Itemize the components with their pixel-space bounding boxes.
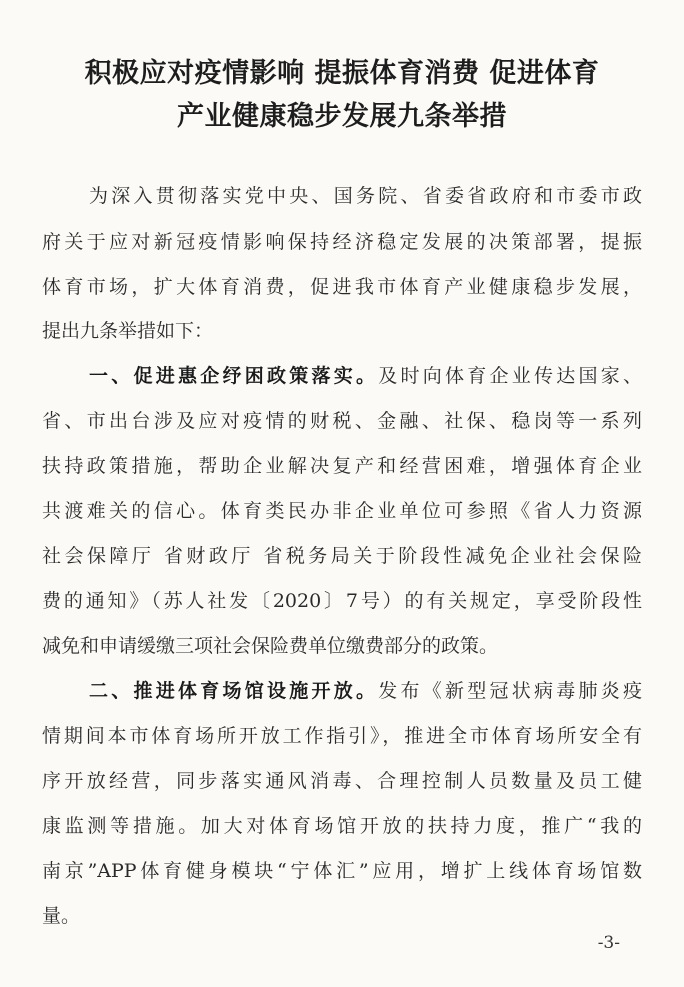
measure-2-line: 量。 bbox=[42, 905, 81, 927]
measure-1-line: 社会保障厅 省财政厅 省税务局关于阶段性减免企业社会保险 bbox=[42, 545, 642, 567]
intro-line: 府关于应对新冠疫情影响保持经济稳定发展的决策部署，提振 bbox=[42, 231, 642, 253]
measure-1-line: 省、市出台涉及应对疫情的财税、金融、社保、稳岗等一系列 bbox=[42, 410, 642, 432]
measure-2-line: 序开放经营，同步落实通风消毒、合理控制人员数量及员工健 bbox=[42, 770, 642, 792]
intro-line: 为深入贯彻落实党中央、国务院、省委省政府和市委市政 bbox=[89, 185, 642, 207]
measure-1-first-line bbox=[89, 361, 642, 388]
page-number: -3- bbox=[597, 933, 620, 953]
measure-1-line: 扶持政策措施，帮助企业解决复产和经营困难，增强体育企业 bbox=[42, 455, 642, 477]
measure-2-line: 康监测等措施。加大对体育场馆开放的扶持力度，推广“我的 bbox=[42, 815, 642, 837]
measure-2-heading: 二、推进体育场馆设施开放。 bbox=[89, 680, 379, 702]
measure-2-line: 南京”APP体育健身模块“宁体汇”应用，增扩上线体育场馆数 bbox=[42, 860, 642, 882]
measure-2-first-line bbox=[89, 676, 642, 703]
document-title-line-1: 积极应对疫情影响 提振体育消费 促进体育 bbox=[84, 58, 600, 89]
intro-line: 提出九条举措如下： bbox=[42, 320, 214, 342]
measure-1-line: 费的通知》（苏人社发〔2020〕7号）的有关规定，享受阶段性 bbox=[42, 590, 642, 612]
measure-1-line: 减免和申请缓缴三项社会保险费单位缴费部分的政策。 bbox=[42, 635, 499, 657]
measure-2-first-line-text: 发布《新型冠状病毒肺炎疫 bbox=[378, 680, 642, 702]
measure-1-line: 共渡难关的信心。体育类民办非企业单位可参照《省人力资源 bbox=[42, 500, 642, 522]
document-title-line-2: 产业健康稳步发展九条举措 bbox=[177, 101, 507, 132]
intro-line: 体育市场，扩大体育消费，促进我市体育产业健康稳步发展， bbox=[42, 276, 642, 298]
measure-1-heading: 一、促进惠企纾困政策落实。 bbox=[89, 365, 379, 387]
measure-2-line: 情期间本市体育场所开放工作指引》，推进全市体育场所安全有 bbox=[42, 725, 642, 747]
measure-1-first-line-text: 及时向体育企业传达国家、 bbox=[378, 365, 642, 387]
